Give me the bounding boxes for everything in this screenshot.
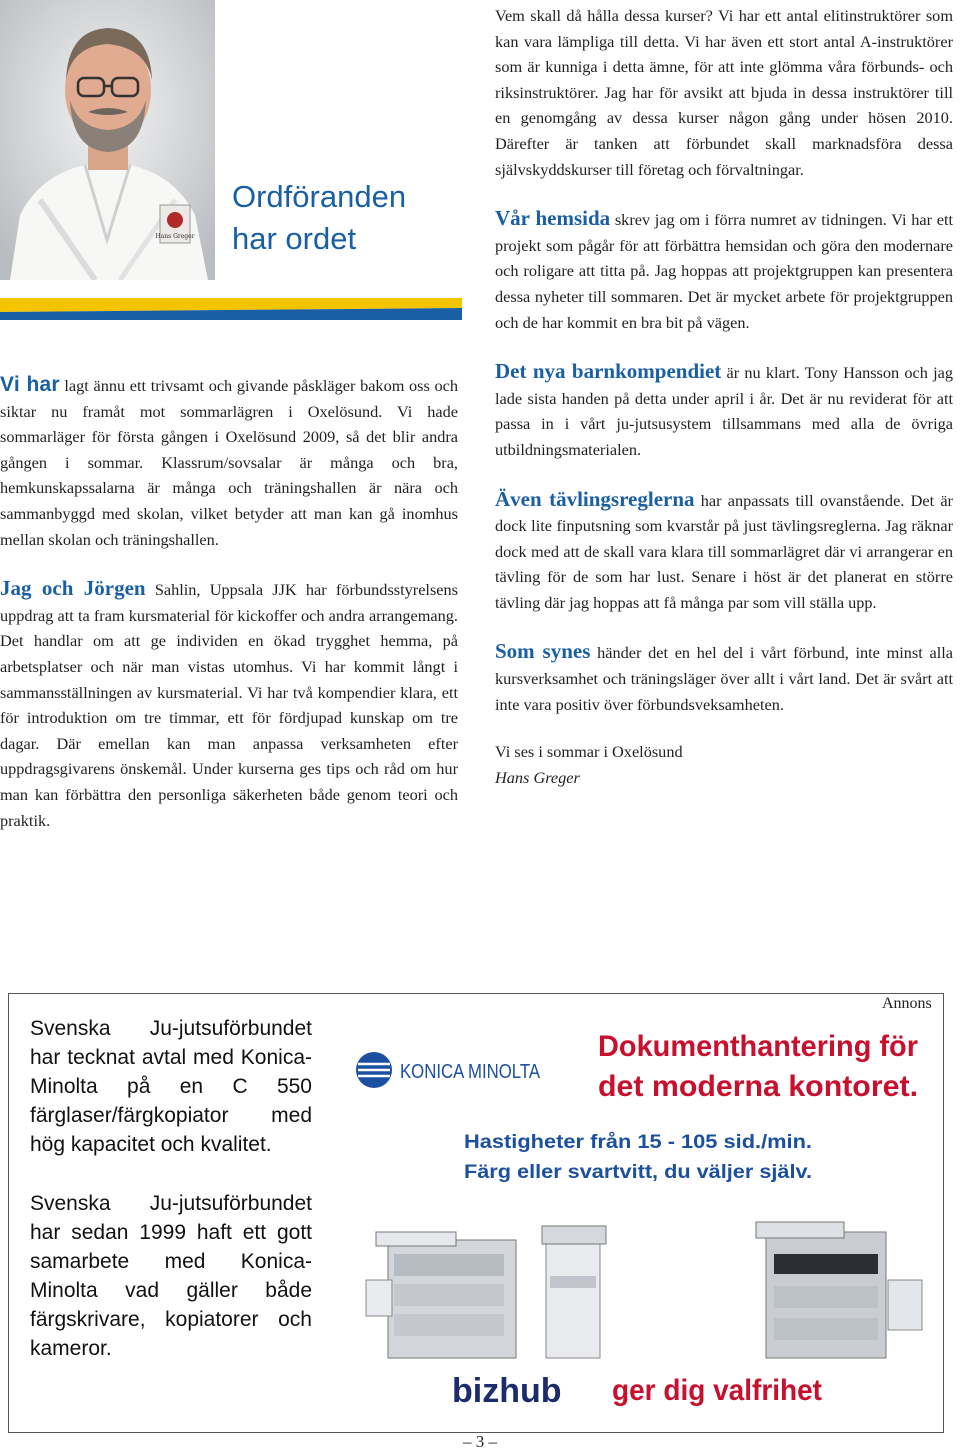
lead-in: Som synes [495,639,591,664]
konica-minolta-logo [356,1052,541,1088]
paragraph [0,576,458,833]
page-heading [232,176,462,260]
paragraph-text: händer det en hel del i vårt förbund, inte minst alla kursverksamhet och träningsläger över allt i vårt land. Det är svårt att inte vara positiv över förbundsveksamheten. [495,643,953,714]
paragraph-text: Vem skall då hålla dessa kurser? Vi har ett antal elitinstruktörer som kan vara lämpliga till detta. Vi har även ett stort antal A-instruktörer som är kunniga i detta ämne, för att inte glömma våra förbunds- och riksinstruktörer. Jag har för avsikt att bjuda in dessa instruktörer till en genomgång av dessa kurser någon gång under hösen 2010. Därefter är tanken att förbundet skall marknadsföra dessa självskyddskurser till företag och förvaltningar. [495,6,953,179]
lead-in: Vi har [0,373,60,396]
signature: Hans Greger [495,767,580,787]
ad-description [30,1014,312,1393]
paragraph [495,359,953,462]
paragraph [0,372,458,552]
paragraph [495,3,953,182]
printer-illustration [756,1222,922,1358]
heading-line-1: Ordföranden [232,179,407,214]
ad-paragraph: Svenska Ju-jutsuförbundet har sedan 1999 haft ett gott samarbete med Konica-Minolta vad gäller både färgskrivare, kopiatorer och kameror. [30,1192,312,1360]
flag-stripe [0,298,462,320]
left-column [0,372,458,833]
page-number: – 3 – [463,1432,497,1451]
paragraph-text: lagt ännu ett trivsamt och givande påskläger bakom oss och siktar nu framåt mot sommarlägren i Oxelösund. Vi hade sommarläger för första gången i Oxelösund 2009, så det blir andra gången i sommar. Klassrum/sovsalar är många och bra, hemkunskapssalarna är många och träningshallen är nära och sammanbyggd med skolan, vilket betyder att man kan gå inomhus mellan skolan och träningshallen. [0,376,458,549]
paragraph [495,487,953,616]
paragraph [495,639,953,717]
ad-headline-1: Dokumenthantering för [598,1030,919,1063]
konica-minolta-ad [336,1018,940,1418]
ad-headline-2: det moderna kontoret. [598,1070,918,1103]
paragraph-text: skrev jag om i förra numret av tidningen. Vi har ett projekt som pågår för att förbättra hemsidan och göra den modernare och roligare att titta på. Jag hoppas att projektgruppen kan presentera dessa nyheter till sommaren. Det är mycket arbete för projektgruppen och de har kommit en bra bit på vägen. [495,210,953,332]
ad-tagline: ger dig valfrihet [612,1374,823,1407]
lead-in: Jag och Jörgen [0,576,146,601]
printer-illustration [542,1226,606,1358]
heading-line-2: har ordet [232,221,357,256]
product-name: bizhub [452,1372,562,1410]
brand-text: KONICA MINOLTA [400,1061,541,1083]
paragraph-text: har anpassats till ovanstående. Det är dock lite finputsning som kvarstår på just tävlingsreglerna. Jag räknar dock med att de skall vara klara till sommarlägret där vi arrangerar en tävling för de som har lust. Senare i höst är det planerat en större tävling där jag hoppas att få många par som vill ställa upp. [495,490,953,612]
paragraph-text: Sahlin, Uppsala JJK har förbundsstyrelsens uppdrag att ta fram kursmaterial för kickoffer och andra arrangemang. Det handlar om att ge individen en ökad trygghet hemma, på arbetsplatser och när man vistas utomhus. Vi har kommit långt i sammansställningen av kursmaterial. Vi har två kompendier klara, ett för introduktion om tre timmar, ett för fördjupad kunskap om tre dagar. Där emellan kan man anpassa verksamheten efter uppdragsgivarens önskemål. Under kurserna ges tips och råd om hur man kan förbättra den personliga säkerheten både genom teori och praktik. [0,580,458,830]
ad-speed-1: Hastigheter från 15 - 105 sid./min. [464,1132,812,1153]
right-column [495,3,953,790]
ad-paragraph: Svenska Ju-jutsuförbundet har tecknat avtal med Konica-Minolta på en C 550 färglaser/färgkopiator med hög kapacitet och kvalitet. [30,1017,312,1156]
portrait-photo [0,0,215,280]
ad-speed-2: Färg eller svartvitt, du väljer själv. [464,1162,812,1183]
ad-label: Annons [882,995,932,1012]
closing-line: Vi ses i sommar i Oxelösund [495,742,683,762]
paragraph-text: är nu klart. Tony Hansson och jag lade sista handen på detta under april i år. Det är nu reviderat för att passa in i vårt ju-jutsusystem tillsammans med alla de övriga utbildningsmaterialen. [495,363,953,459]
lead-in: Vår hemsida [495,206,611,231]
lead-in: Även tävlingsreglerna [495,486,695,511]
emblem-text: Hans Greger [155,233,195,240]
copier-illustration [366,1232,516,1358]
lead-in: Det nya barnkompendiet [495,359,722,384]
paragraph [495,206,953,335]
